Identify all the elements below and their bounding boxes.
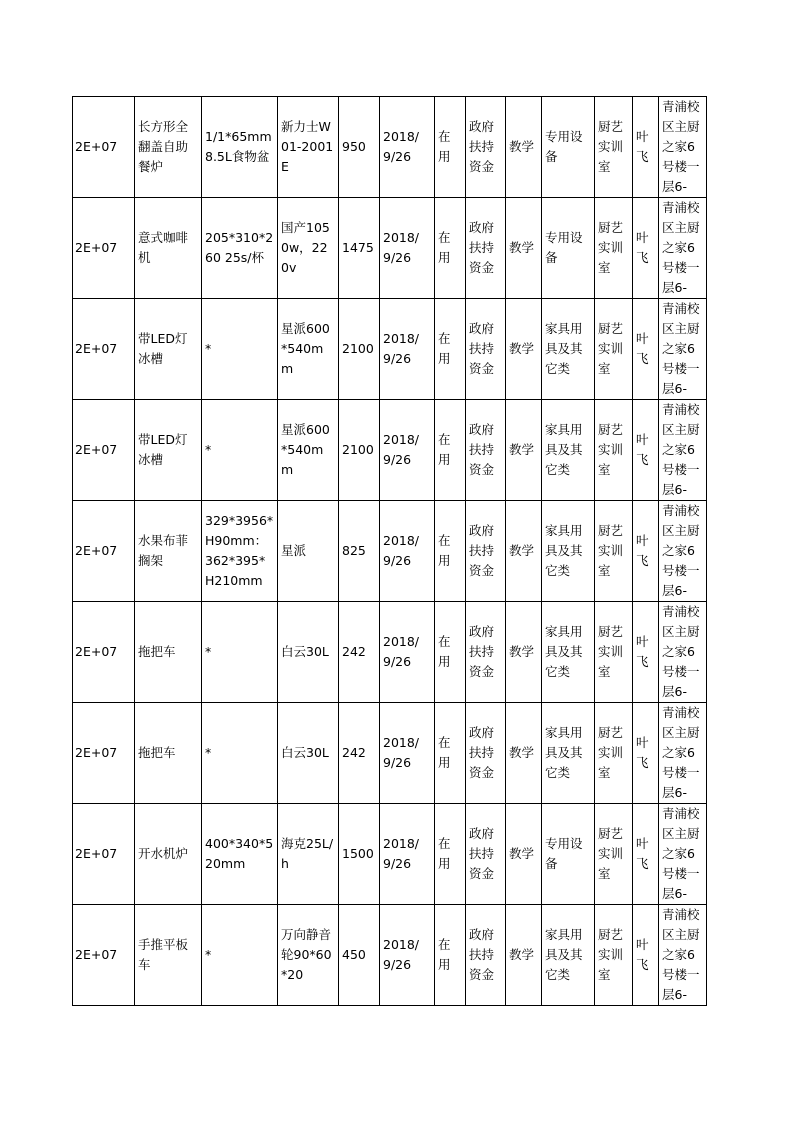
fund-source-cell-text: 政府扶持资金	[469, 220, 495, 275]
price-cell	[339, 501, 380, 602]
location-cell-text: 青浦校区主厨之家6号楼一层6-	[662, 907, 700, 1002]
asset-code-cell-text: 2E+07	[75, 543, 118, 558]
custodian-cell-text: 叶飞	[636, 129, 649, 164]
department-cell	[595, 804, 633, 905]
usage-cell	[506, 804, 542, 905]
price-cell	[339, 703, 380, 804]
table-row	[73, 501, 707, 602]
purchase-date-cell-text: 2018/9/26	[383, 735, 420, 770]
purchase-date-cell-text: 2018/9/26	[383, 836, 420, 871]
status-cell-text: 在用	[438, 129, 451, 164]
purchase-date-cell	[380, 97, 435, 198]
spec-cell-text: *	[205, 947, 212, 962]
spec-cell	[202, 299, 278, 400]
category-cell-text: 家具用具及其它类	[545, 725, 583, 780]
asset-name-cell	[135, 804, 202, 905]
asset-code-cell	[73, 602, 135, 703]
category-cell-text: 家具用具及其它类	[545, 321, 583, 376]
custodian-cell	[633, 198, 659, 299]
spec-cell	[202, 804, 278, 905]
spec-cell	[202, 905, 278, 1006]
usage-cell-text: 教学	[509, 442, 535, 457]
usage-cell	[506, 198, 542, 299]
asset-name-cell-text: 拖把车	[138, 745, 176, 760]
asset-code-cell	[73, 905, 135, 1006]
table-row	[73, 905, 707, 1006]
asset-name-cell-text: 水果布菲搁架	[138, 533, 189, 568]
asset-code-cell-text: 2E+07	[75, 341, 118, 356]
model-cell	[278, 400, 339, 501]
usage-cell	[506, 97, 542, 198]
price-cell-text: 1475	[342, 240, 374, 255]
location-cell-text: 青浦校区主厨之家6号楼一层6-	[662, 99, 700, 194]
asset-name-cell	[135, 905, 202, 1006]
location-cell	[659, 198, 707, 299]
purchase-date-cell-text: 2018/9/26	[383, 533, 420, 568]
custodian-cell-text: 叶飞	[636, 836, 649, 871]
table-row	[73, 299, 707, 400]
status-cell-text: 在用	[438, 331, 451, 366]
asset-name-cell	[135, 602, 202, 703]
price-cell-text: 242	[342, 745, 366, 760]
model-cell-text: 新力士W01-2001E	[281, 119, 334, 174]
spec-cell-text: *	[205, 442, 212, 457]
model-cell	[278, 804, 339, 905]
purchase-date-cell	[380, 501, 435, 602]
fund-source-cell	[466, 905, 506, 1006]
purchase-date-cell-text: 2018/9/26	[383, 937, 420, 972]
custodian-cell-text: 叶飞	[636, 331, 649, 366]
usage-cell-text: 教学	[509, 745, 535, 760]
asset-table	[72, 96, 707, 1006]
custodian-cell-text: 叶飞	[636, 533, 649, 568]
category-cell	[542, 804, 595, 905]
department-cell	[595, 198, 633, 299]
model-cell-text: 万向静音轮90*60*20	[281, 927, 332, 982]
custodian-cell-text: 叶飞	[636, 230, 649, 265]
status-cell-text: 在用	[438, 432, 451, 467]
table-row	[73, 400, 707, 501]
table-row	[73, 602, 707, 703]
fund-source-cell-text: 政府扶持资金	[469, 826, 495, 881]
usage-cell	[506, 602, 542, 703]
asset-code-cell-text: 2E+07	[75, 644, 118, 659]
asset-code-cell-text: 2E+07	[75, 947, 118, 962]
asset-name-cell	[135, 198, 202, 299]
department-cell	[595, 602, 633, 703]
purchase-date-cell	[380, 400, 435, 501]
category-cell-text: 家具用具及其它类	[545, 624, 583, 679]
model-cell-text: 国产1050w，220v	[281, 220, 330, 275]
status-cell-text: 在用	[438, 533, 451, 568]
department-cell-text: 厨艺实训室	[598, 725, 624, 780]
location-cell-text: 青浦校区主厨之家6号楼一层6-	[662, 503, 700, 598]
department-cell-text: 厨艺实训室	[598, 624, 624, 679]
location-cell	[659, 703, 707, 804]
location-cell	[659, 602, 707, 703]
asset-code-cell-text: 2E+07	[75, 442, 118, 457]
spec-cell	[202, 198, 278, 299]
category-cell	[542, 602, 595, 703]
fund-source-cell-text: 政府扶持资金	[469, 927, 495, 982]
custodian-cell	[633, 602, 659, 703]
fund-source-cell-text: 政府扶持资金	[469, 523, 495, 578]
status-cell-text: 在用	[438, 634, 451, 669]
category-cell-text: 家具用具及其它类	[545, 927, 583, 982]
department-cell-text: 厨艺实训室	[598, 826, 624, 881]
status-cell	[435, 97, 466, 198]
model-cell-text: 白云30L	[281, 644, 329, 659]
usage-cell	[506, 501, 542, 602]
purchase-date-cell	[380, 804, 435, 905]
custodian-cell-text: 叶飞	[636, 735, 649, 770]
asset-code-cell-text: 2E+07	[75, 846, 118, 861]
price-cell	[339, 97, 380, 198]
department-cell-text: 厨艺实训室	[598, 119, 624, 174]
category-cell-text: 家具用具及其它类	[545, 422, 583, 477]
purchase-date-cell-text: 2018/9/26	[383, 432, 420, 467]
status-cell-text: 在用	[438, 230, 451, 265]
model-cell	[278, 501, 339, 602]
fund-source-cell-text: 政府扶持资金	[469, 422, 495, 477]
fund-source-cell	[466, 400, 506, 501]
location-cell	[659, 905, 707, 1006]
fund-source-cell	[466, 501, 506, 602]
usage-cell-text: 教学	[509, 240, 535, 255]
spec-cell	[202, 703, 278, 804]
fund-source-cell	[466, 602, 506, 703]
fund-source-cell	[466, 703, 506, 804]
asset-code-cell	[73, 804, 135, 905]
category-cell	[542, 400, 595, 501]
spec-cell-text: 400*340*520mm	[205, 836, 274, 871]
custodian-cell-text: 叶飞	[636, 634, 649, 669]
usage-cell-text: 教学	[509, 543, 535, 558]
custodian-cell	[633, 501, 659, 602]
price-cell-text: 2100	[342, 341, 374, 356]
spec-cell-text: *	[205, 745, 212, 760]
usage-cell	[506, 905, 542, 1006]
category-cell-text: 专用设备	[545, 836, 583, 871]
table-row	[73, 97, 707, 198]
category-cell-text: 专用设备	[545, 129, 583, 164]
price-cell	[339, 198, 380, 299]
price-cell-text: 825	[342, 543, 366, 558]
table-row	[73, 804, 707, 905]
category-cell	[542, 905, 595, 1006]
asset-code-cell-text: 2E+07	[75, 745, 118, 760]
department-cell-text: 厨艺实训室	[598, 321, 624, 376]
location-cell	[659, 400, 707, 501]
purchase-date-cell	[380, 703, 435, 804]
spec-cell	[202, 97, 278, 198]
purchase-date-cell-text: 2018/9/26	[383, 634, 420, 669]
asset-name-cell-text: 手推平板车	[138, 937, 189, 972]
location-cell	[659, 804, 707, 905]
asset-name-cell	[135, 501, 202, 602]
asset-code-cell-text: 2E+07	[75, 139, 118, 154]
price-cell	[339, 905, 380, 1006]
asset-name-cell-text: 拖把车	[138, 644, 176, 659]
location-cell	[659, 299, 707, 400]
model-cell	[278, 703, 339, 804]
status-cell-text: 在用	[438, 735, 451, 770]
location-cell	[659, 501, 707, 602]
usage-cell	[506, 400, 542, 501]
price-cell-text: 1500	[342, 846, 374, 861]
spec-cell-text: 1/1*65mm8.5L食物盆	[205, 129, 272, 164]
custodian-cell-text: 叶飞	[636, 432, 649, 467]
asset-name-cell-text: 带LED灯冰槽	[138, 331, 188, 366]
asset-code-cell-text: 2E+07	[75, 240, 118, 255]
spec-cell	[202, 400, 278, 501]
location-cell-text: 青浦校区主厨之家6号楼一层6-	[662, 200, 700, 295]
price-cell-text: 242	[342, 644, 366, 659]
status-cell-text: 在用	[438, 937, 451, 972]
model-cell-text: 海克25L/h	[281, 836, 334, 871]
category-cell	[542, 97, 595, 198]
purchase-date-cell	[380, 602, 435, 703]
usage-cell-text: 教学	[509, 341, 535, 356]
purchase-date-cell	[380, 905, 435, 1006]
asset-code-cell	[73, 501, 135, 602]
asset-name-cell	[135, 400, 202, 501]
custodian-cell	[633, 299, 659, 400]
fund-source-cell-text: 政府扶持资金	[469, 321, 495, 376]
location-cell-text: 青浦校区主厨之家6号楼一层6-	[662, 402, 700, 497]
status-cell-text: 在用	[438, 836, 451, 871]
usage-cell-text: 教学	[509, 846, 535, 861]
spec-cell	[202, 602, 278, 703]
custodian-cell-text: 叶飞	[636, 937, 649, 972]
location-cell-text: 青浦校区主厨之家6号楼一层6-	[662, 604, 700, 699]
spec-cell-text: 205*310*260 25s/杯	[205, 230, 274, 265]
usage-cell-text: 教学	[509, 644, 535, 659]
fund-source-cell-text: 政府扶持资金	[469, 624, 495, 679]
spec-cell-text: *	[205, 341, 212, 356]
category-cell	[542, 703, 595, 804]
table-row	[73, 703, 707, 804]
location-cell-text: 青浦校区主厨之家6号楼一层6-	[662, 301, 700, 396]
asset-code-cell	[73, 299, 135, 400]
fund-source-cell-text: 政府扶持资金	[469, 119, 495, 174]
category-cell	[542, 198, 595, 299]
price-cell-text: 450	[342, 947, 366, 962]
model-cell-text: 白云30L	[281, 745, 329, 760]
status-cell	[435, 198, 466, 299]
category-cell-text: 专用设备	[545, 230, 583, 265]
fund-source-cell	[466, 804, 506, 905]
department-cell	[595, 703, 633, 804]
custodian-cell	[633, 804, 659, 905]
asset-name-cell-text: 带LED灯冰槽	[138, 432, 188, 467]
price-cell	[339, 602, 380, 703]
fund-source-cell	[466, 299, 506, 400]
status-cell	[435, 299, 466, 400]
price-cell	[339, 804, 380, 905]
department-cell-text: 厨艺实训室	[598, 220, 624, 275]
price-cell	[339, 299, 380, 400]
model-cell	[278, 97, 339, 198]
department-cell-text: 厨艺实训室	[598, 422, 624, 477]
model-cell	[278, 198, 339, 299]
department-cell-text: 厨艺实训室	[598, 927, 624, 982]
category-cell	[542, 299, 595, 400]
status-cell	[435, 905, 466, 1006]
usage-cell-text: 教学	[509, 139, 535, 154]
usage-cell	[506, 703, 542, 804]
asset-name-cell-text: 意式咖啡机	[138, 230, 189, 265]
custodian-cell	[633, 97, 659, 198]
spec-cell-text: *	[205, 644, 212, 659]
category-cell	[542, 501, 595, 602]
asset-name-cell	[135, 703, 202, 804]
fund-source-cell	[466, 198, 506, 299]
model-cell-text: 星派600*540mm	[281, 321, 330, 376]
location-cell-text: 青浦校区主厨之家6号楼一层6-	[662, 705, 700, 800]
asset-name-cell	[135, 97, 202, 198]
location-cell-text: 青浦校区主厨之家6号楼一层6-	[662, 806, 700, 901]
purchase-date-cell	[380, 198, 435, 299]
price-cell-text: 2100	[342, 442, 374, 457]
spec-cell-text: 329*3956*H90mm：362*395*H210mm	[205, 513, 274, 588]
asset-name-cell	[135, 299, 202, 400]
custodian-cell	[633, 703, 659, 804]
status-cell	[435, 501, 466, 602]
asset-code-cell	[73, 400, 135, 501]
purchase-date-cell	[380, 299, 435, 400]
table-row	[73, 198, 707, 299]
department-cell	[595, 299, 633, 400]
status-cell	[435, 400, 466, 501]
status-cell	[435, 804, 466, 905]
fund-source-cell-text: 政府扶持资金	[469, 725, 495, 780]
table-body	[73, 97, 707, 1006]
asset-name-cell-text: 长方形全翻盖自助餐炉	[138, 119, 189, 174]
usage-cell-text: 教学	[509, 947, 535, 962]
model-cell	[278, 905, 339, 1006]
department-cell	[595, 97, 633, 198]
model-cell	[278, 602, 339, 703]
location-cell	[659, 97, 707, 198]
usage-cell	[506, 299, 542, 400]
status-cell	[435, 602, 466, 703]
purchase-date-cell-text: 2018/9/26	[383, 129, 420, 164]
model-cell-text: 星派600*540mm	[281, 422, 330, 477]
custodian-cell	[633, 905, 659, 1006]
custodian-cell	[633, 400, 659, 501]
asset-code-cell	[73, 97, 135, 198]
price-cell	[339, 400, 380, 501]
asset-code-cell	[73, 703, 135, 804]
model-cell	[278, 299, 339, 400]
purchase-date-cell-text: 2018/9/26	[383, 230, 420, 265]
asset-name-cell-text: 开水机炉	[138, 846, 189, 861]
department-cell	[595, 400, 633, 501]
model-cell-text: 星派	[281, 543, 307, 558]
purchase-date-cell-text: 2018/9/26	[383, 331, 420, 366]
asset-code-cell	[73, 198, 135, 299]
department-cell	[595, 905, 633, 1006]
price-cell-text: 950	[342, 139, 366, 154]
status-cell	[435, 703, 466, 804]
category-cell-text: 家具用具及其它类	[545, 523, 583, 578]
spec-cell	[202, 501, 278, 602]
department-cell-text: 厨艺实训室	[598, 523, 624, 578]
fund-source-cell	[466, 97, 506, 198]
department-cell	[595, 501, 633, 602]
